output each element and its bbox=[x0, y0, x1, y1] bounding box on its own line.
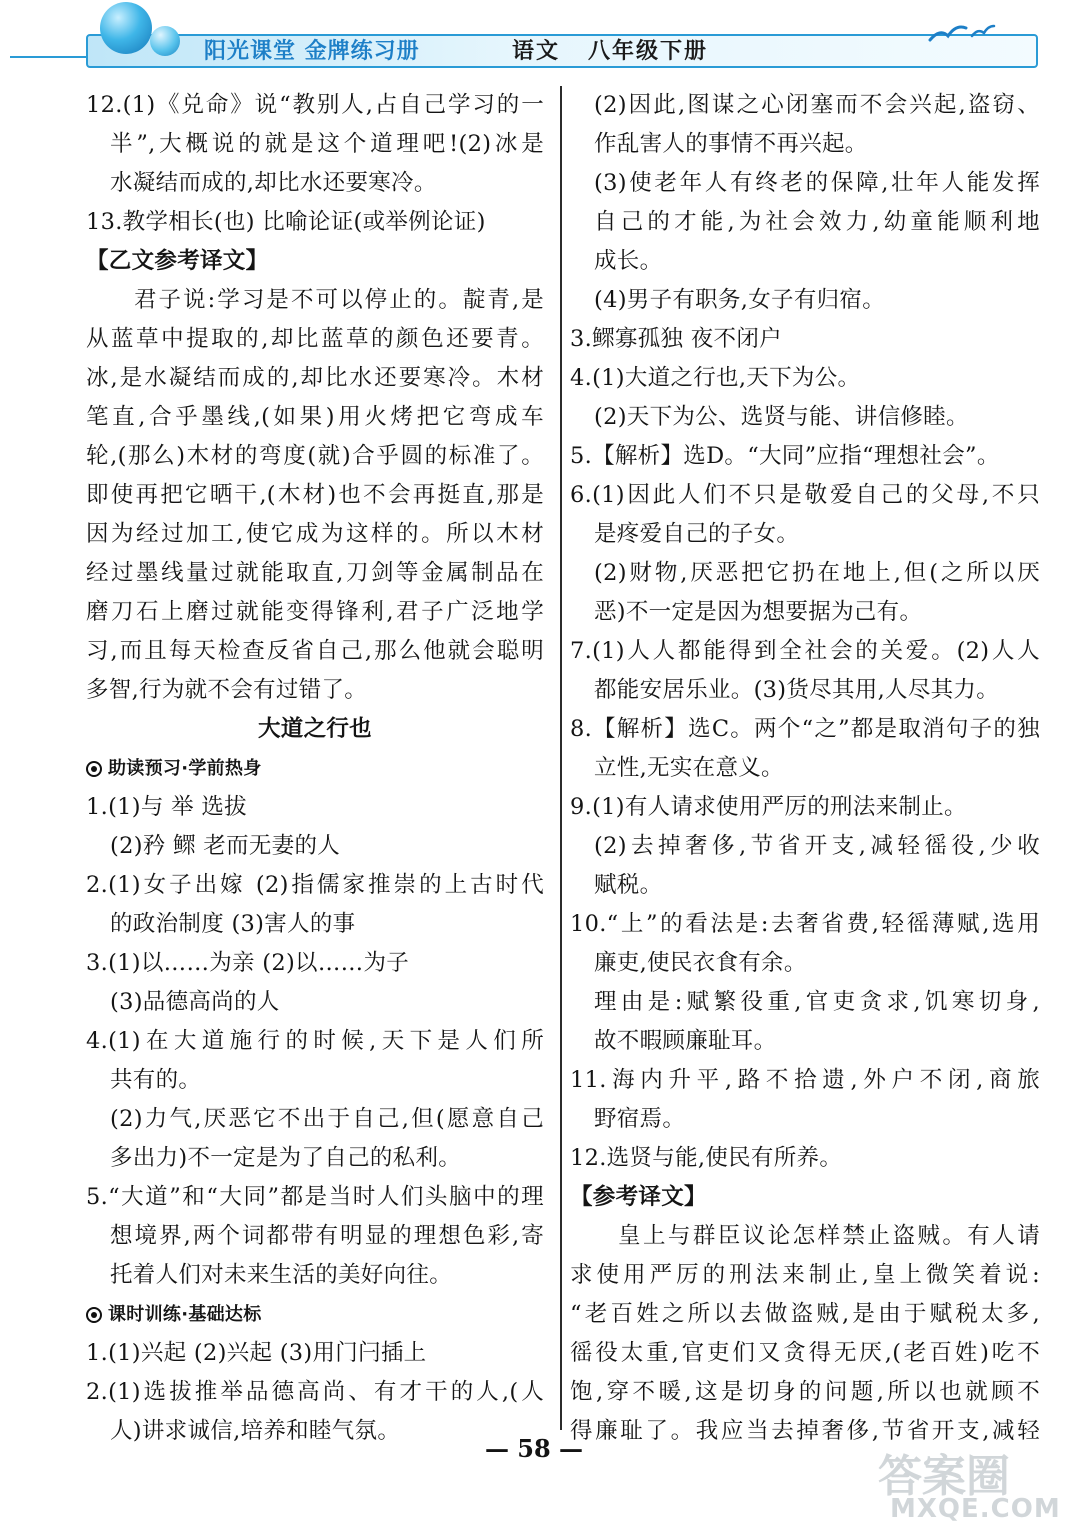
page-header bbox=[0, 0, 1068, 78]
text-line: 10.“上”的看法是:去奢省费,轻徭薄赋,选用 bbox=[570, 911, 1040, 937]
text-line: 是疼爱自己的子女。 bbox=[594, 521, 800, 547]
section-heading-text: 助读预习·学前热身 bbox=[108, 758, 262, 779]
column-divider bbox=[560, 86, 562, 1430]
text-line: 成长。 bbox=[594, 248, 663, 274]
text-line: 因为经过加工,使它成为这样的。所以木材 bbox=[86, 521, 544, 547]
text-line: 1.(1)兴起 (2)兴起 (3)用门闩插上 bbox=[86, 1340, 427, 1366]
text-line: 赋税。 bbox=[594, 872, 663, 898]
text-line: 水凝结而成的,却比水还要寒冷。 bbox=[110, 170, 437, 196]
right-column bbox=[570, 86, 1040, 1451]
text-line: 自己的才能,为社会效力,幼童能顺利地 bbox=[594, 209, 1040, 235]
text-line: 冰,是水凝结而成的,却比水还要寒冷。木材 bbox=[86, 365, 544, 391]
text-line: 7.(1)人人都能得到全社会的关爱。(2)人人 bbox=[570, 638, 1040, 664]
text-line: 习,而且每天检查反省自己,那么他就会聪明 bbox=[86, 638, 544, 664]
watermark bbox=[878, 1440, 1061, 1530]
text-line: 8.【解析】选C。两个“之”都是取消句子的独 bbox=[570, 716, 1040, 742]
text-line: 故不暇顾廉耻耳。 bbox=[594, 1028, 777, 1054]
text-line: 笔直,合乎墨线,(如果)用火烤把它弯成车 bbox=[86, 404, 544, 430]
text-line: 即使再把它晒干,(木材)也不会再挺直,那是 bbox=[86, 482, 544, 508]
text-line: 人)讲求诚信,培养和睦气氛。 bbox=[110, 1418, 401, 1444]
text-line: 托着人们对未来生活的美好向往。 bbox=[110, 1262, 453, 1288]
text-line: 【参考译文】 bbox=[570, 1184, 707, 1210]
text-line: (2)去掉奢侈,节省开支,减轻徭役,少收 bbox=[594, 833, 1040, 859]
text-line: (3)使老年人有终老的保障,壮年人能发挥 bbox=[594, 170, 1040, 196]
text-line: 廉吏,使民衣食有余。 bbox=[594, 950, 807, 976]
watermark-brand: 答案圈 bbox=[878, 1451, 1010, 1502]
text-line: 11.海内升平,路不拾遗,外户不闭,商旅 bbox=[570, 1067, 1040, 1093]
section-heading bbox=[86, 749, 544, 788]
section-badge-icon bbox=[86, 1307, 102, 1323]
text-line: 5.“大道”和“大同”都是当时人们头脑中的理 bbox=[86, 1184, 544, 1210]
text-line: 2.(1)女子出嫁 (2)指儒家推崇的上古时代 bbox=[86, 872, 544, 898]
watermark-url: MXQE.COM bbox=[890, 1494, 1061, 1524]
text-line: 多出力)不一定是为了自己的私利。 bbox=[110, 1145, 462, 1171]
text-line: 求使用严厉的刑法来制止,皇上微笑着说: bbox=[570, 1262, 1040, 1288]
text-line: 3.(1)以……为亲 (2)以……为子 bbox=[86, 950, 410, 976]
text-line: 12.选贤与能,使民有所养。 bbox=[570, 1145, 843, 1171]
section-heading bbox=[86, 1295, 544, 1334]
text-line: 13.教学相长(也) 比喻论证(或举例论证) bbox=[86, 209, 486, 235]
text-line: 2.(1)选拔推举品德高尚、有才干的人,(人 bbox=[86, 1379, 544, 1405]
text-line: 磨刀石上磨过就能变得锋利,君子广泛地学 bbox=[86, 599, 544, 625]
globe-icon bbox=[100, 2, 152, 54]
subject-label: 语文 bbox=[512, 39, 561, 64]
bubble-icon bbox=[150, 26, 180, 56]
text-line: (2)天下为公、选贤与能、讲信修睦。 bbox=[594, 404, 969, 430]
text-line: 共有的。 bbox=[110, 1067, 202, 1093]
text-line: 的政治制度 (3)害人的事 bbox=[110, 911, 356, 937]
text-line: 想境界,两个词都带有明显的理想色彩,寄 bbox=[110, 1223, 544, 1249]
text-line: 从蓝草中提取的,却比蓝草的颜色还要青。 bbox=[86, 326, 544, 352]
text-line: (2)因此,图谋之心闭塞而不会兴起,盗窃、 bbox=[594, 92, 1040, 118]
text-line: 徭役太重,官吏们又贪得无厌,(老百姓)吃不 bbox=[570, 1340, 1040, 1366]
header-rule bbox=[10, 56, 90, 58]
grade-label: 八年级下册 bbox=[588, 39, 709, 64]
text-line: 恶)不一定是因为想要据为己有。 bbox=[594, 599, 923, 625]
lesson-title: 大道之行也 bbox=[257, 716, 372, 742]
series-title: 阳光课堂 金牌练习册 bbox=[204, 39, 420, 64]
text-line: (4)男子有职务,女子有归宿。 bbox=[594, 287, 886, 313]
left-column bbox=[86, 86, 544, 1451]
text-line: 经过墨线量过就能取直,刀剑等金属制品在 bbox=[86, 560, 544, 586]
section-badge-icon bbox=[86, 761, 102, 777]
text-line: (2)矜 鳏 老而无妻的人 bbox=[110, 833, 341, 859]
text-line: 野宿焉。 bbox=[594, 1106, 686, 1132]
text-line: (3)品德高尚的人 bbox=[110, 989, 280, 1015]
text-line: 4.(1)在大道施行的时候,天下是人们所 bbox=[86, 1028, 544, 1054]
page-number: — 58 — bbox=[484, 1434, 584, 1463]
text-line: 1.(1)与 举 选拔 bbox=[86, 794, 247, 820]
text-line: 轮,(那么)木材的弯度(就)合乎圆的标准了。 bbox=[86, 443, 544, 469]
text-line: 12.(1)《兑命》说“教别人,占自己学习的一 bbox=[86, 92, 544, 118]
text-line: 饱,穿不暖,这是切身的问题,所以也就顾不 bbox=[570, 1379, 1040, 1405]
text-line: 9.(1)有人请求使用严厉的刑法来制止。 bbox=[570, 794, 967, 820]
text-line: 理由是:赋繁役重,官吏贪求,饥寒切身, bbox=[594, 989, 1040, 1015]
text-line: 半”,大概说的就是这个道理吧!(2)冰是 bbox=[110, 131, 544, 157]
text-line: 得廉耻了。我应当去掉奢侈,节省开支,减轻 bbox=[570, 1418, 1040, 1444]
text-line: 作乱害人的事情不再兴起。 bbox=[594, 131, 868, 157]
text-line: “老百姓之所以去做盗贼,是由于赋税太多, bbox=[570, 1301, 1040, 1327]
text-line: 都能安居乐业。(3)货尽其用,人尽其力。 bbox=[594, 677, 1000, 703]
text-line: 立性,无实在意义。 bbox=[594, 755, 784, 781]
text-line: (2)力气,厌恶它不出于自己,但(愿意自己 bbox=[110, 1106, 544, 1132]
section-heading-text: 课时训练·基础达标 bbox=[108, 1304, 262, 1325]
text-line: 皇上与群臣议论怎样禁止盗贼。有人请 bbox=[618, 1223, 1040, 1249]
text-line: (2)财物,厌恶把它扔在地上,但(之所以厌 bbox=[594, 560, 1040, 586]
text-line: 【乙文参考译文】 bbox=[86, 248, 269, 274]
text-line: 4.(1)大道之行也,天下为公。 bbox=[570, 365, 861, 391]
text-line: 君子说:学习是不可以停止的。靛青,是 bbox=[134, 287, 544, 313]
text-line: 6.(1)因此人们不只是敬爱自己的父母,不只 bbox=[570, 482, 1040, 508]
text-line: 3.鳏寡孤独 夜不闭户 bbox=[570, 326, 782, 352]
text-line: 多智,行为就不会有过错了。 bbox=[86, 677, 368, 703]
text-line: 5.【解析】选D。“大同”应指“理想社会”。 bbox=[570, 443, 1000, 469]
birds-icon bbox=[926, 18, 996, 48]
